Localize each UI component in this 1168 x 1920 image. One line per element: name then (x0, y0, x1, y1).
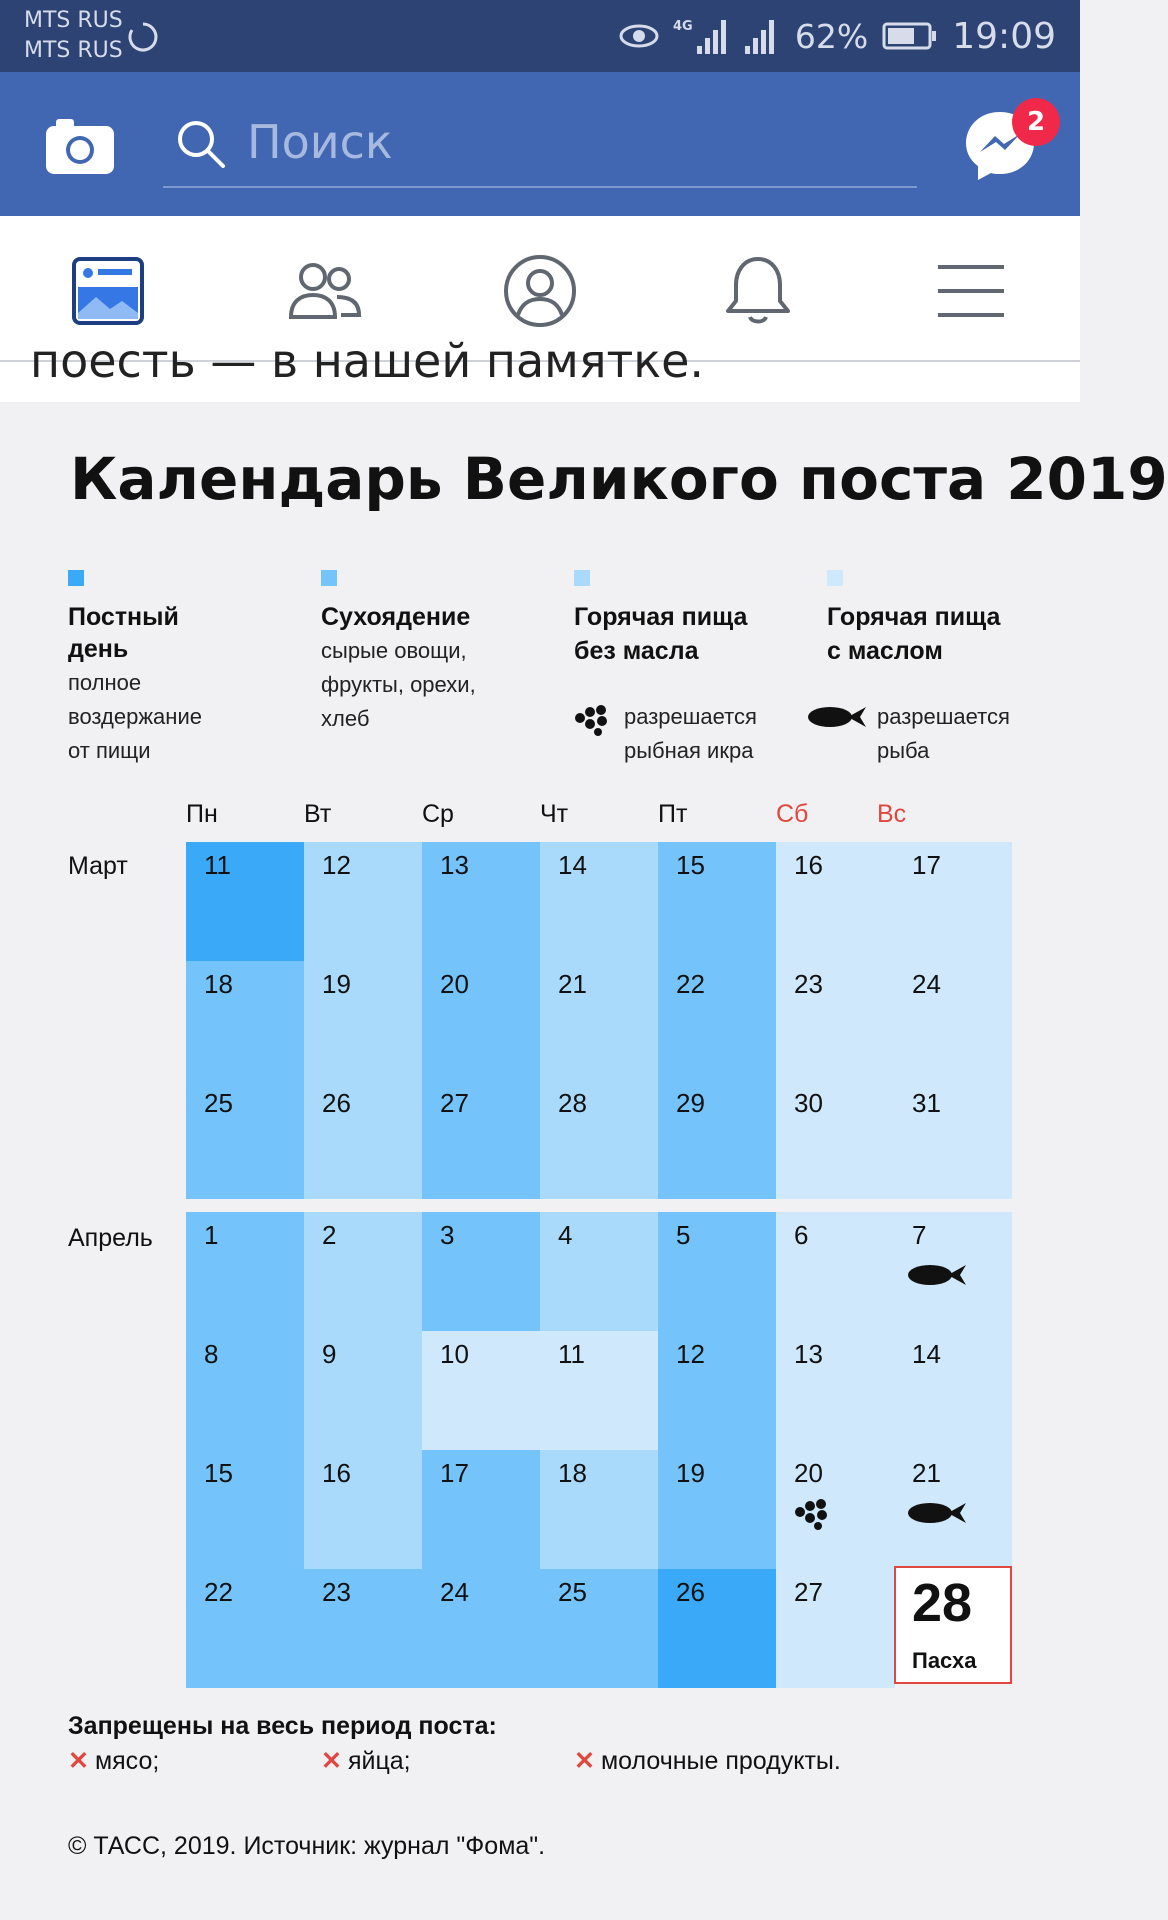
calendar-day (186, 1212, 305, 1331)
day-number: 18 (204, 969, 233, 999)
calendar-day (186, 1331, 305, 1450)
eye-icon (619, 22, 659, 50)
forbidden-item-text: яйца; (347, 1747, 411, 1775)
day-number: 21 (558, 969, 587, 999)
legend-fasting-day (68, 570, 308, 768)
calendar-day (304, 1331, 423, 1450)
day-number: 28 (558, 1088, 587, 1118)
search-bar[interactable] (163, 102, 917, 188)
calendar-day (894, 1080, 1012, 1199)
calendar-day (540, 1212, 659, 1331)
fish-note-line: разрешается (877, 704, 1010, 729)
legend-desc: полное (68, 670, 142, 695)
forbidden-item-text: мясо; (94, 1747, 160, 1775)
status-indicators (619, 12, 1056, 60)
weekday-sat: Сб (776, 800, 809, 828)
legend-desc: фрукты, орехи, (321, 672, 476, 697)
weekday-mon: Пн (186, 800, 218, 828)
day-number: 17 (440, 1458, 469, 1488)
calendar-day (658, 961, 777, 1080)
weekday-fri: Пт (658, 800, 688, 828)
day-number: 11 (558, 1339, 585, 1369)
legend-title: Сухоядение (321, 603, 471, 631)
day-number: 9 (322, 1339, 337, 1369)
calendar-day (422, 842, 541, 961)
legend-swatch (827, 570, 843, 586)
calendar-day (422, 1450, 541, 1569)
roe-note (624, 700, 757, 768)
calendar-day (776, 1569, 895, 1688)
day-number: 16 (322, 1458, 351, 1488)
calendar-day (776, 1212, 895, 1331)
calendar-day (658, 842, 777, 961)
calendar-day (422, 1080, 541, 1199)
search-icon (175, 118, 227, 170)
forbidden-item-eggs (321, 1746, 411, 1776)
day-number: 23 (794, 969, 823, 999)
day-number: 12 (322, 850, 351, 880)
notifications-icon[interactable] (718, 251, 798, 331)
day-number: 24 (912, 969, 941, 999)
day-number: 7 (912, 1220, 927, 1250)
fish-icon (808, 704, 868, 730)
legend-desc: сырые овощи, (321, 638, 467, 663)
calendar-day (540, 1331, 659, 1450)
forbidden-item-text: молочные продукты. (600, 1747, 841, 1775)
legend-desc: хлеб (321, 706, 370, 731)
calendar-day (776, 842, 895, 961)
day-number: 14 (558, 850, 587, 880)
day-number: 11 (204, 850, 231, 880)
day-number: 19 (322, 969, 351, 999)
carrier-1: MTS RUS (24, 8, 123, 33)
calendar-day (540, 842, 659, 961)
day-number: 29 (676, 1088, 705, 1118)
fish-note-line: рыба (877, 738, 930, 763)
legend-swatch (321, 570, 337, 586)
friends-icon[interactable] (285, 251, 365, 331)
fish-note (877, 700, 1010, 768)
day-number: 30 (794, 1088, 823, 1118)
calendar-day (540, 1080, 659, 1199)
calendar-day (658, 1331, 777, 1450)
day-number: 15 (204, 1458, 233, 1488)
sync-icon (126, 20, 160, 54)
day-number: 10 (440, 1339, 469, 1369)
calendar-day (186, 961, 305, 1080)
calendar-day (658, 1450, 777, 1569)
calendar-day (186, 842, 305, 961)
day-number: 16 (794, 850, 823, 880)
calendar-day (304, 961, 423, 1080)
carrier-2: MTS RUS (24, 38, 123, 63)
menu-icon[interactable] (932, 251, 1012, 331)
calendar-day (894, 961, 1012, 1080)
carrier-info (24, 6, 123, 66)
cross-icon: ✕ (574, 1747, 595, 1775)
day-number: 22 (204, 1577, 233, 1607)
legend-title: Постный (68, 603, 179, 631)
calendar-day (776, 1450, 895, 1569)
roe-icon (572, 704, 612, 736)
legend-title: Горячая пища (574, 603, 748, 631)
network-type: 4G (672, 19, 693, 34)
status-bar (0, 0, 1080, 72)
calendar-day (422, 1569, 541, 1688)
day-number: 24 (440, 1577, 469, 1607)
legend-dry-eating (321, 570, 561, 736)
day-number: 18 (558, 1458, 587, 1488)
roe-icon (792, 1498, 832, 1530)
day-number: 15 (676, 850, 705, 880)
calendar-day (776, 961, 895, 1080)
day-number: 8 (204, 1339, 219, 1369)
roe-note-line: рыбная икра (624, 738, 754, 763)
battery-percent: 62% (794, 16, 869, 56)
day-number: 27 (794, 1577, 823, 1607)
calendar-day (304, 1569, 423, 1688)
calendar-day (894, 1331, 1012, 1450)
legend-swatch (574, 570, 590, 586)
day-number: 22 (676, 969, 705, 999)
calendar-day (422, 961, 541, 1080)
calendar-day (304, 1450, 423, 1569)
calendar-day (894, 1450, 1012, 1569)
day-number: 13 (794, 1339, 823, 1369)
calendar-day (304, 1080, 423, 1199)
day-number: 14 (912, 1339, 941, 1369)
weekday-thu: Чт (540, 800, 569, 828)
cutoff-text: поесть — в нашей памятке. (30, 334, 705, 388)
calendar-day (894, 1212, 1012, 1331)
day-number: 5 (676, 1220, 691, 1250)
messenger-badge: 2 (1012, 98, 1060, 146)
app-header (0, 72, 1080, 216)
day-number: 13 (440, 850, 469, 880)
infographic-title: Календарь Великого поста 2019 (70, 445, 1168, 513)
source-credit: © ТАСС, 2019. Источник: журнал "Фома". (68, 1832, 546, 1860)
roe-note-line: разрешается (624, 704, 757, 729)
calendar-day (540, 961, 659, 1080)
legend-desc: воздержание (68, 704, 202, 729)
day-number: 19 (676, 1458, 705, 1488)
day-number: 6 (794, 1220, 809, 1250)
day-number: 3 (440, 1220, 455, 1250)
forbidden-title: Запрещены на весь период поста: (68, 1712, 497, 1740)
cross-icon: ✕ (68, 1747, 89, 1775)
post-text-cutoff (0, 334, 1080, 402)
calendar-day (304, 842, 423, 961)
battery-icon (882, 21, 938, 51)
easter-day-number: 28 (912, 1573, 973, 1633)
calendar-day (186, 1080, 305, 1199)
legend-title-2: день (68, 635, 129, 663)
legend-desc: от пищи (68, 738, 151, 763)
day-number: 17 (912, 850, 941, 880)
legend-hot-with-oil (827, 570, 1067, 668)
clock: 19:09 (952, 15, 1056, 57)
day-number: 2 (322, 1220, 337, 1250)
calendar-day (658, 1080, 777, 1199)
legend-title: Горячая пища (827, 603, 1001, 631)
fish-icon (908, 1500, 968, 1526)
camera-icon[interactable] (44, 116, 116, 176)
legend-title-2: с маслом (827, 637, 943, 665)
news-feed-icon[interactable] (70, 251, 150, 331)
day-number: 12 (676, 1339, 705, 1369)
calendar-day (422, 1212, 541, 1331)
signal-4g-icon (673, 16, 731, 56)
calendar-day (304, 1212, 423, 1331)
calendar-day (422, 1331, 541, 1450)
legend-hot-no-oil (574, 570, 814, 668)
day-number: 23 (322, 1577, 351, 1607)
easter-label: Пасха (912, 1648, 977, 1673)
day-number: 27 (440, 1088, 469, 1118)
calendar-day (894, 842, 1012, 961)
profile-icon[interactable] (500, 251, 580, 331)
calendar-day (540, 1450, 659, 1569)
calendar-day (186, 1569, 305, 1688)
cross-icon: ✕ (321, 1747, 342, 1775)
calendar-day (658, 1212, 777, 1331)
day-number: 31 (912, 1088, 941, 1118)
forbidden-item-dairy (574, 1746, 841, 1776)
calendar-day (658, 1569, 777, 1688)
day-number: 25 (558, 1577, 587, 1607)
search-input[interactable] (247, 112, 847, 172)
signal-icon (745, 16, 781, 56)
easter-day (894, 1566, 1012, 1684)
day-number: 20 (440, 969, 469, 999)
forbidden-item-meat (68, 1746, 159, 1776)
month-label-march: Март (68, 852, 128, 880)
weekday-tue: Вт (304, 800, 332, 828)
calendar-day (776, 1331, 895, 1450)
day-number: 20 (794, 1458, 823, 1488)
legend-title-2: без масла (574, 637, 699, 665)
weekday-wed: Ср (422, 800, 454, 828)
calendar-day (540, 1569, 659, 1688)
calendar-day (186, 1450, 305, 1569)
day-number: 21 (912, 1458, 941, 1488)
legend-swatch (68, 570, 84, 586)
weekday-sun: Вс (877, 800, 907, 828)
day-number: 4 (558, 1220, 573, 1250)
fish-icon (908, 1262, 968, 1288)
day-number: 25 (204, 1088, 233, 1118)
day-number: 26 (676, 1577, 705, 1607)
month-label-april: Апрель (68, 1224, 153, 1252)
day-number: 1 (204, 1220, 219, 1250)
day-number: 26 (322, 1088, 351, 1118)
calendar-day (776, 1080, 895, 1199)
